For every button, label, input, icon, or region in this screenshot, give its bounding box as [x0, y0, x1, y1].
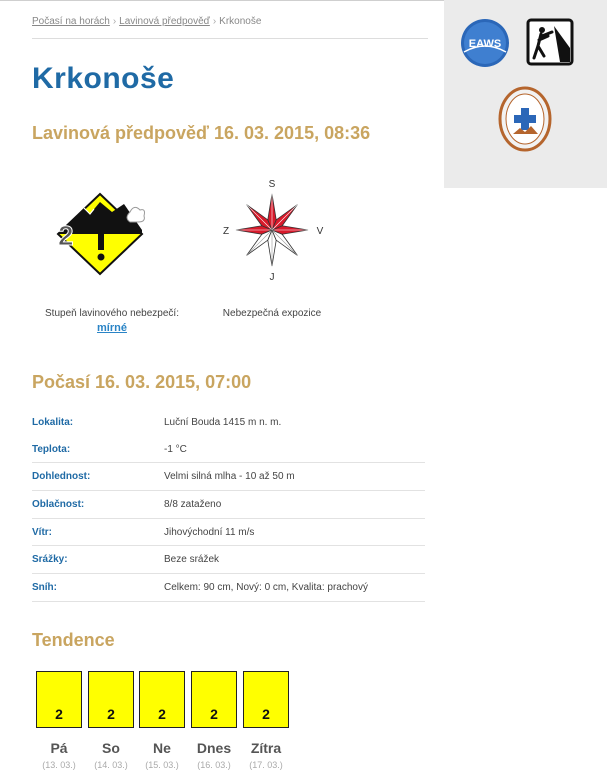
eaws-logo-text: EAWS — [468, 38, 502, 50]
page-title: Krkonoše — [32, 62, 175, 95]
breadcrumb-link-avalanche-forecast[interactable]: Lavinová předpověď — [119, 16, 210, 27]
weather-row-location — [32, 409, 425, 436]
trend-level-box — [36, 671, 82, 728]
sidebar — [444, 0, 607, 188]
weather-heading: Počasí 16. 03. 2015, 07:00 — [32, 372, 252, 392]
exposure-caption: Nebezpečná expozice — [222, 308, 322, 319]
exposure-rose — [222, 177, 322, 283]
trend-level-box — [243, 671, 289, 728]
trend-level: 2 — [107, 706, 115, 722]
trend-level: 2 — [158, 706, 166, 722]
climber-logo[interactable] — [526, 18, 574, 66]
trend-level-box — [191, 671, 237, 728]
compass-west-label: Z — [222, 226, 230, 237]
trend-day-name: Zítra — [250, 740, 282, 756]
danger-level-link[interactable]: mírné — [97, 322, 127, 334]
weather-label: Sníh: — [32, 582, 57, 594]
danger-level-2-icon — [54, 190, 144, 276]
trend-day-name: Ne — [153, 740, 171, 756]
weather-value: Luční Bouda 1415 m n. m. — [164, 417, 282, 428]
weather-row-precipitation — [32, 546, 425, 574]
breadcrumb-link-mountain-weather[interactable]: Počasí na horách — [32, 16, 110, 27]
weather-value: Celkem: 90 cm, Nový: 0 cm, Kvalita: prachový — [164, 582, 368, 594]
trend-level: 2 — [55, 706, 63, 722]
weather-value: Beze srážek — [164, 554, 220, 566]
mountain-rescue-logo[interactable] — [498, 86, 552, 152]
weather-label: Vítr: — [32, 526, 52, 538]
trend-day-date: (17. 03.) — [249, 760, 283, 770]
trend-day-date: (15. 03.) — [145, 760, 179, 770]
trend-level: 2 — [262, 706, 270, 722]
weather-row-visibility — [32, 463, 425, 491]
weather-row-temperature — [32, 436, 425, 464]
weather-row-wind — [32, 519, 425, 547]
weather-label: Oblačnost: — [32, 499, 85, 511]
trend-level: 2 — [210, 706, 218, 722]
trend-day-name: Pá — [50, 740, 68, 756]
breadcrumb-separator: › — [212, 16, 217, 27]
trend-heading: Tendence — [32, 630, 115, 650]
weather-value: -1 °C — [164, 443, 187, 455]
weather-row-cloudiness — [32, 491, 425, 519]
breadcrumb-current: Krkonoše — [219, 16, 262, 27]
compass-east-label: V — [316, 226, 324, 237]
trend-day-date: (16. 03.) — [197, 760, 231, 770]
avalanche-heading: Lavinová předpověď 16. 03. 2015, 08:36 — [32, 123, 371, 143]
trend-level-box — [88, 671, 134, 728]
danger-level-caption: Stupeň lavinového nebezpečí: — [45, 308, 179, 319]
danger-level-number: 2 — [58, 220, 74, 251]
compass-south-label: J — [269, 272, 275, 283]
weather-row-snow — [32, 574, 425, 602]
compass-north-label: S — [268, 179, 276, 190]
trend-day-date: (13. 03.) — [42, 760, 76, 770]
weather-label: Srážky: — [32, 554, 68, 566]
weather-label: Dohlednost: — [32, 471, 91, 483]
weather-value: Jihovýchodní 11 m/s — [164, 526, 255, 538]
eaws-logo[interactable] — [460, 18, 510, 68]
breadcrumb-separator: › — [112, 16, 117, 27]
trend-day-date: (14. 03.) — [94, 760, 128, 770]
weather-value: 8/8 zataženo — [164, 499, 222, 511]
trend-level-box — [139, 671, 185, 728]
weather-label: Teplota: — [32, 443, 71, 455]
weather-label: Lokalita: — [32, 417, 74, 428]
weather-table — [32, 409, 425, 602]
weather-value: Velmi silná mlha - 10 až 50 m — [164, 471, 295, 483]
breadcrumb — [32, 16, 428, 39]
trend-day-name: Dnes — [196, 740, 232, 756]
trend-day-name: So — [102, 740, 120, 756]
